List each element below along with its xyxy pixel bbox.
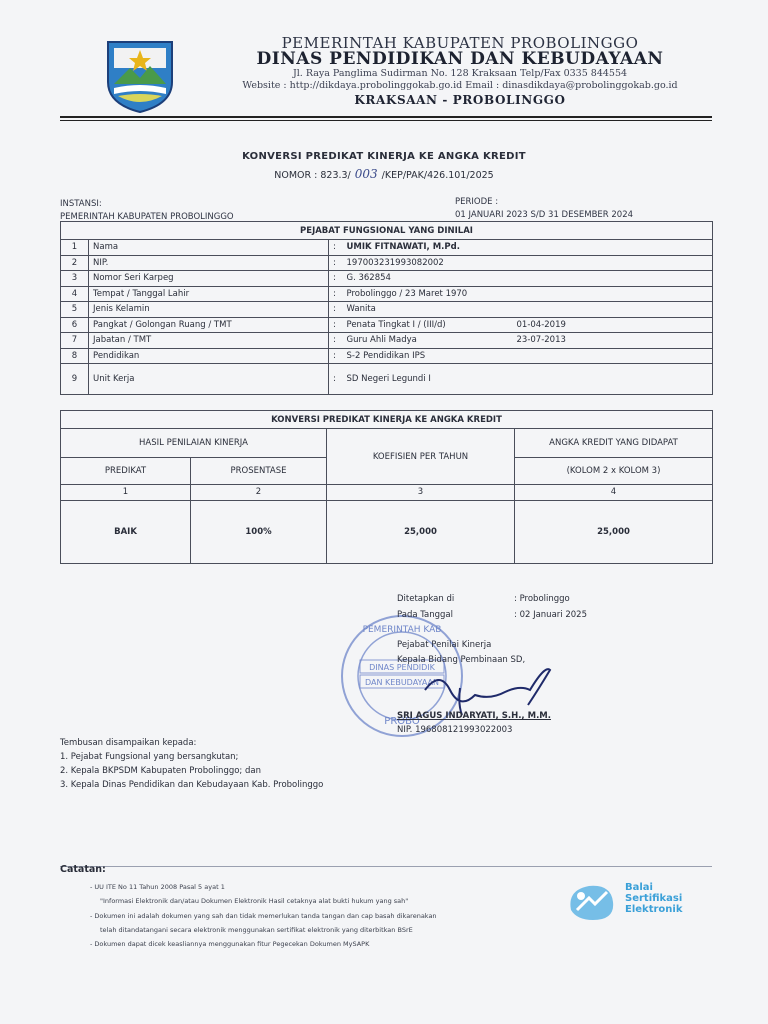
header-department: DINAS PENDIDIKAN DAN KEBUDAYAAN [256, 49, 664, 69]
table-row [61, 333, 713, 349]
row-label: NIP. [89, 255, 329, 271]
row-label: Pangkat / Golongan Ruang / TMT [89, 317, 329, 333]
catatan-line: telah ditandatangani secara elektronik menggunakan sertifikat elektronik yang diterbitkan BSrE [100, 926, 413, 934]
penilai-nip: NIP. 196808121993022003 [397, 725, 513, 735]
row-extra [513, 302, 713, 318]
stamp-line2: DAN KEBUDAYAAN [365, 678, 439, 687]
tembusan-item: 1. Pejabat Fungsional yang bersangkutan; [60, 752, 239, 762]
pejabat-penilai: Pejabat Penilai Kinerja [397, 640, 492, 650]
table-row [61, 255, 713, 271]
catatan-line: - Dokumen ini adalah dokumen yang sah dan tidak memerlukan tanda tangan dan cap basah dikarenakan [90, 912, 437, 920]
row-value: SD Negeri Legundi I [343, 364, 513, 395]
koefisien-header: KOEFISIEN PER TAHUN [327, 429, 515, 485]
footer-rule [60, 866, 712, 867]
predikat-header: PREDIKAT [61, 458, 191, 485]
row-colon: : [329, 255, 343, 271]
prosentase-header: PROSENTASE [191, 458, 327, 485]
row-value: S-2 Pendidikan IPS [343, 348, 513, 364]
periode-label: PERIODE : [455, 197, 499, 207]
pejabat-header: PEJABAT FUNGSIONAL YANG DINILAI [61, 222, 713, 240]
row-colon: : [329, 302, 343, 318]
row-label: Nama [89, 240, 329, 256]
catatan-title: Catatan: [60, 864, 106, 875]
document-number [0, 167, 768, 181]
row-extra: 01-04-2019 [513, 317, 713, 333]
row-label: Pendidikan [89, 348, 329, 364]
table-row [61, 302, 713, 318]
row-colon: : [329, 364, 343, 395]
konversi-number-row [61, 485, 713, 501]
col-number: 1 [61, 485, 191, 501]
angka-kredit-value: 25,000 [515, 500, 713, 563]
row-value: Wanita [343, 302, 513, 318]
row-value: Penata Tingkat I / (III/d) [343, 317, 513, 333]
row-extra [513, 271, 713, 287]
row-label: Unit Kerja [89, 364, 329, 395]
row-number: 8 [61, 348, 89, 364]
table-row [61, 364, 713, 395]
stamp-top-text: PEMERINTAH KAB [362, 625, 442, 635]
row-label: Tempat / Tanggal Lahir [89, 286, 329, 302]
row-value: UMIK FITNAWATI, M.Pd. [343, 240, 513, 256]
row-extra [513, 364, 713, 395]
pejabat-table [60, 221, 713, 395]
stamp-bottom-text: PROBO [384, 716, 420, 727]
konversi-value-row [61, 500, 713, 563]
periode-value: 01 JANUARI 2023 S/D 31 DESEMBER 2024 [455, 210, 634, 220]
row-value: Guru Ahli Madya [343, 333, 513, 349]
header-government: PEMERINTAH KABUPATEN PROBOLINGGO [281, 34, 639, 52]
koefisien-value: 25,000 [327, 500, 515, 563]
pejabat-header-row [61, 222, 713, 240]
row-value: 197003231993082002 [343, 255, 513, 271]
stamp-line1: DINAS PENDIDIK [369, 663, 435, 672]
row-number: 9 [61, 364, 89, 395]
konversi-table [60, 410, 713, 564]
table-row [61, 286, 713, 302]
header-address: Jl. Raya Panglima Sudirman No. 128 Kraksaan Telp/Fax 0335 844554 [292, 68, 628, 79]
row-extra [513, 286, 713, 302]
header-website: Website : http://dikdaya.probolinggokab.go.id Email : dinasdikdaya@probolinggokab.go.id [242, 80, 678, 91]
catatan-line: - UU ITE No 11 Tahun 2008 Pasal 5 ayat 1 [90, 883, 225, 891]
instansi-label: INSTANSI: [60, 199, 102, 209]
tembusan-title: Tembusan disampaikan kepada: [60, 738, 197, 748]
prosentase-value: 100% [191, 500, 327, 563]
hasil-header: HASIL PENILAIAN KINERJA [61, 429, 327, 458]
row-number: 1 [61, 240, 89, 256]
konversi-header: KONVERSI PREDIKAT KINERJA KE ANGKA KREDIT [61, 411, 713, 429]
nomor-prefix: NOMOR : 823.3/ [274, 170, 351, 181]
row-colon: : [329, 317, 343, 333]
kolom-header: (KOLOM 2 x KOLOM 3) [515, 458, 713, 485]
angka-header: ANGKA KREDIT YANG DIDAPAT [515, 429, 713, 458]
ditetapkan-label: Ditetapkan di [397, 594, 455, 604]
konversi-header-row [61, 411, 713, 429]
catatan-line: - Dokumen dapat dicek keasliannya menggunakan fitur Pegecekan Dokumen MySAPK [90, 940, 370, 948]
row-label: Jabatan / TMT [89, 333, 329, 349]
predikat-value: BAIK [61, 500, 191, 563]
col-number: 3 [327, 485, 515, 501]
row-value: Probolinggo / 23 Maret 1970 [343, 286, 513, 302]
col-number: 2 [191, 485, 327, 501]
row-number: 4 [61, 286, 89, 302]
table-row [61, 348, 713, 364]
table-row [61, 317, 713, 333]
tanggal-label: Pada Tanggal [397, 610, 454, 620]
row-number: 6 [61, 317, 89, 333]
col-number: 4 [515, 485, 713, 501]
row-extra: 23-07-2013 [513, 333, 713, 349]
nomor-handwritten: 003 [354, 167, 378, 181]
tembusan-item: 3. Kepala Dinas Pendidikan dan Kebudayaan Kab. Probolinggo [60, 780, 324, 790]
document-title: KONVERSI PREDIKAT KINERJA KE ANGKA KREDIT [242, 151, 526, 162]
row-label: Nomor Seri Karpeg [89, 271, 329, 287]
row-number: 3 [61, 271, 89, 287]
bsre-emblem-icon [563, 880, 619, 924]
penilai-nama: SRI AGUS INDARYATI, S.H., M.M. [397, 711, 551, 721]
tembusan-item: 2. Kepala BKPSDM Kabupaten Probolinggo; dan [60, 766, 261, 776]
konversi-row-head1 [61, 429, 713, 458]
row-colon: : [329, 286, 343, 302]
row-extra [513, 240, 713, 256]
nomor-suffix: /KEP/PAK/426.101/2025 [381, 170, 494, 181]
header-city: KRAKSAAN - PROBOLINGGO [354, 93, 566, 107]
catatan-line: "Informasi Elektronik dan/atau Dokumen Elektronik Hasil cetaknya alat bukti hukum yang sah" [100, 897, 409, 905]
regency-logo [104, 38, 176, 114]
tanggal-value: : 02 Januari 2025 [514, 610, 587, 620]
header-rule-thin [60, 120, 712, 121]
row-label: Jenis Kelamin [89, 302, 329, 318]
bsre-line3: Elektronik [625, 904, 683, 915]
row-number: 2 [61, 255, 89, 271]
header-rule-thick [60, 116, 712, 118]
bsre-line2: Sertifikasi [625, 893, 683, 904]
row-colon: : [329, 333, 343, 349]
row-colon: : [329, 348, 343, 364]
row-extra [513, 348, 713, 364]
row-value: G. 362854 [343, 271, 513, 287]
instansi-value: PEMERINTAH KABUPATEN PROBOLINGGO [60, 212, 234, 222]
row-colon: : [329, 240, 343, 256]
ditetapkan-value: : Probolinggo [514, 594, 570, 604]
table-row [61, 271, 713, 287]
row-extra [513, 255, 713, 271]
row-colon: : [329, 271, 343, 287]
bsre-line1: Balai [625, 882, 653, 893]
table-row [61, 240, 713, 256]
row-number: 7 [61, 333, 89, 349]
row-number: 5 [61, 302, 89, 318]
jabatan-penilai: Kepala Bidang Pembinaan SD, [397, 655, 526, 665]
